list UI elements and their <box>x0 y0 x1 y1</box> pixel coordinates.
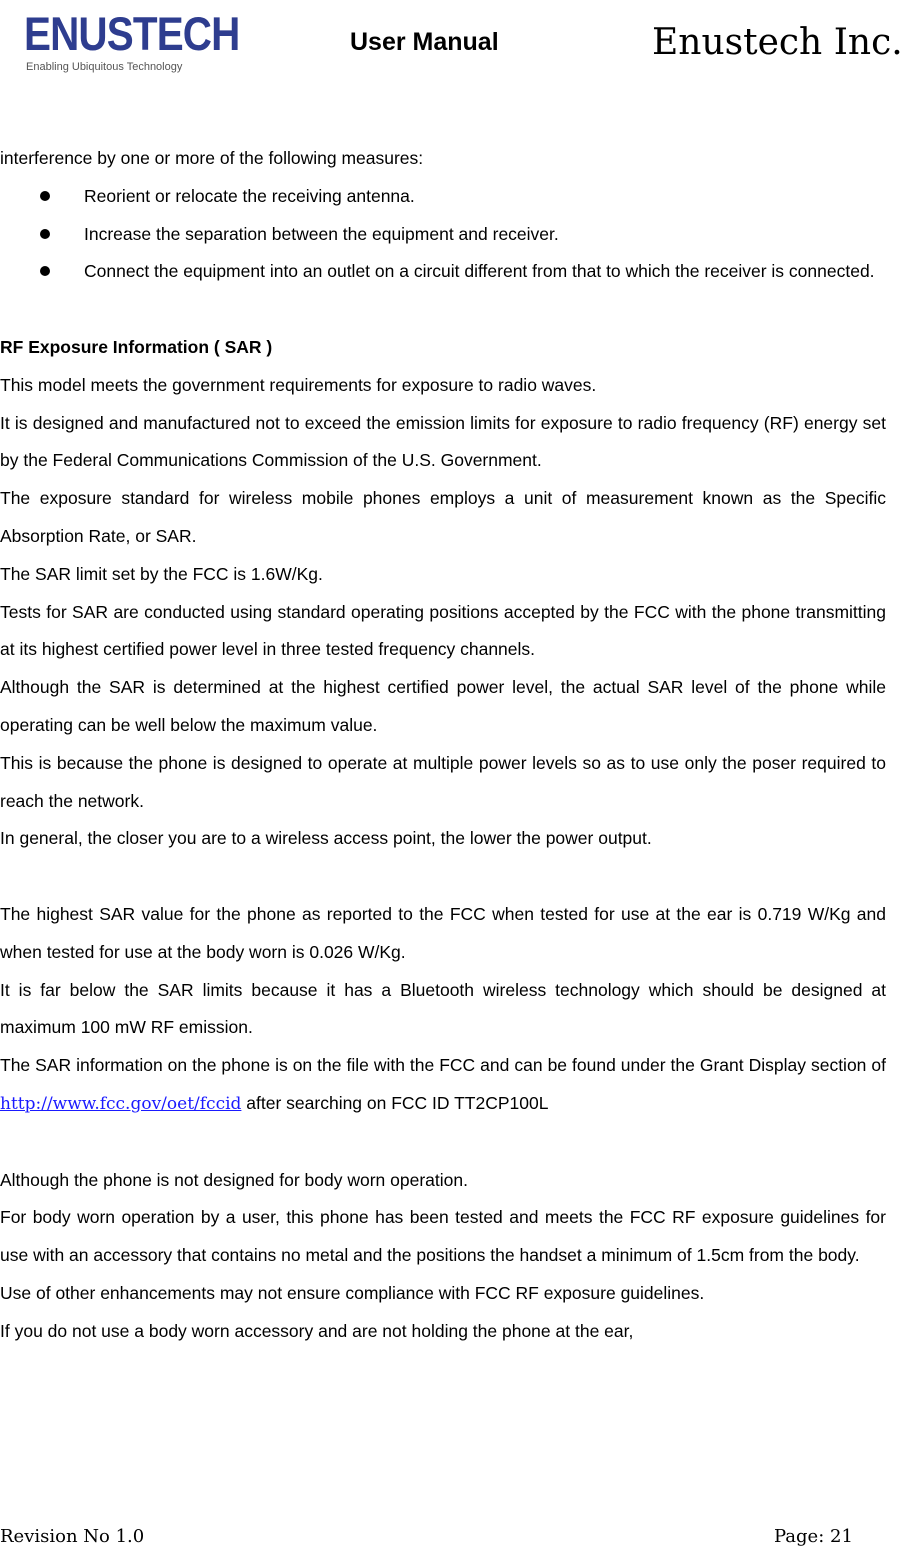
paragraph: The highest SAR value for the phone as reported to the FCC when tested for use at the ear is 0.719 W/Kg and when tested for use at the body worn is 0.026 W/Kg. <box>0 903 886 962</box>
bullet-icon <box>40 229 50 239</box>
spacer <box>0 291 886 329</box>
logo-brand: ENUSTECH <box>24 7 240 60</box>
paragraph: It is designed and manufactured not to exceed the emission limits for exposure to radio frequency (RF) energy set by the Federal Communications Commission of the U.S. Government. <box>0 412 886 471</box>
list-item-text: Increase the separation between the equipment and receiver. <box>84 223 559 244</box>
header-title: User Manual <box>350 28 499 56</box>
paragraph: The exposure standard for wireless mobile phones employs a unit of measurement known as the Specific Absorption Rate, or SAR. <box>0 488 886 546</box>
paragraph: It is far below the SAR limits because it has a Bluetooth wireless technology which should be designed at maximum 100 mW RF emission. <box>0 979 886 1038</box>
paragraph: The SAR limit set by the FCC is 1.6W/Kg. <box>0 563 323 584</box>
paragraph: Although the phone is not designed for body worn operation. <box>0 1169 468 1190</box>
header-company: Enustech Inc. <box>652 22 903 63</box>
paragraph: Although the SAR is determined at the highest certified power level, the actual SAR level of the phone while operating can be well below the maximum value. <box>0 677 886 735</box>
paragraph: This model meets the government requirements for exposure to radio waves. <box>0 374 597 395</box>
bullet-icon <box>40 266 50 276</box>
spacer <box>0 858 886 896</box>
list-item <box>0 253 886 291</box>
paragraph: If you do not use a body worn accessory and are not holding the phone at the ear, <box>0 1320 634 1341</box>
section-heading: RF Exposure Information ( SAR ) <box>0 336 273 357</box>
fcc-link[interactable]: http://www.fcc.gov/oet/fccid <box>0 1093 242 1114</box>
logo-tagline: Enabling Ubiquitous Technology <box>26 61 183 73</box>
paragraph: This is because the phone is designed to operate at multiple power levels so as to use only the poser required to reach the network. <box>0 752 886 811</box>
grant-paragraph <box>0 1047 886 1124</box>
spacer <box>0 1124 886 1162</box>
measures-list <box>0 178 886 291</box>
page-number: Page: 21 <box>774 1526 853 1547</box>
paragraph: Tests for SAR are conducted using standard operating positions accepted by the FCC with the phone transmitting at its highest certified power level in three tested frequency channels. <box>0 601 886 660</box>
grant-text-before: The SAR information on the phone is on the file with the FCC and can be found under the Grant Display section of <box>0 1055 886 1076</box>
list-item-text: Connect the equipment into an outlet on a circuit different from that to which the receiver is connected. <box>84 261 875 282</box>
company-logo <box>22 6 240 78</box>
bullet-icon <box>40 191 50 201</box>
paragraph: Use of other enhancements may not ensure compliance with FCC RF exposure guidelines. <box>0 1282 705 1303</box>
document-body <box>0 140 886 1351</box>
grant-text-after: after searching on FCC ID TT2CP100L <box>241 1092 549 1113</box>
list-item-text: Reorient or relocate the receiving antenna. <box>84 185 415 206</box>
paragraph: For body worn operation by a user, this phone has been tested and meets the FCC RF exposure guidelines for use with an accessory that contains no metal and the positions the handset a minimum of 1.5cm from the body. <box>0 1207 886 1266</box>
list-item <box>0 216 886 254</box>
revision-number: Revision No 1.0 <box>0 1526 145 1547</box>
intro-text: interference by one or more of the following measures: <box>0 148 424 168</box>
list-item <box>0 178 886 216</box>
paragraph: In general, the closer you are to a wireless access point, the lower the power output. <box>0 828 652 849</box>
